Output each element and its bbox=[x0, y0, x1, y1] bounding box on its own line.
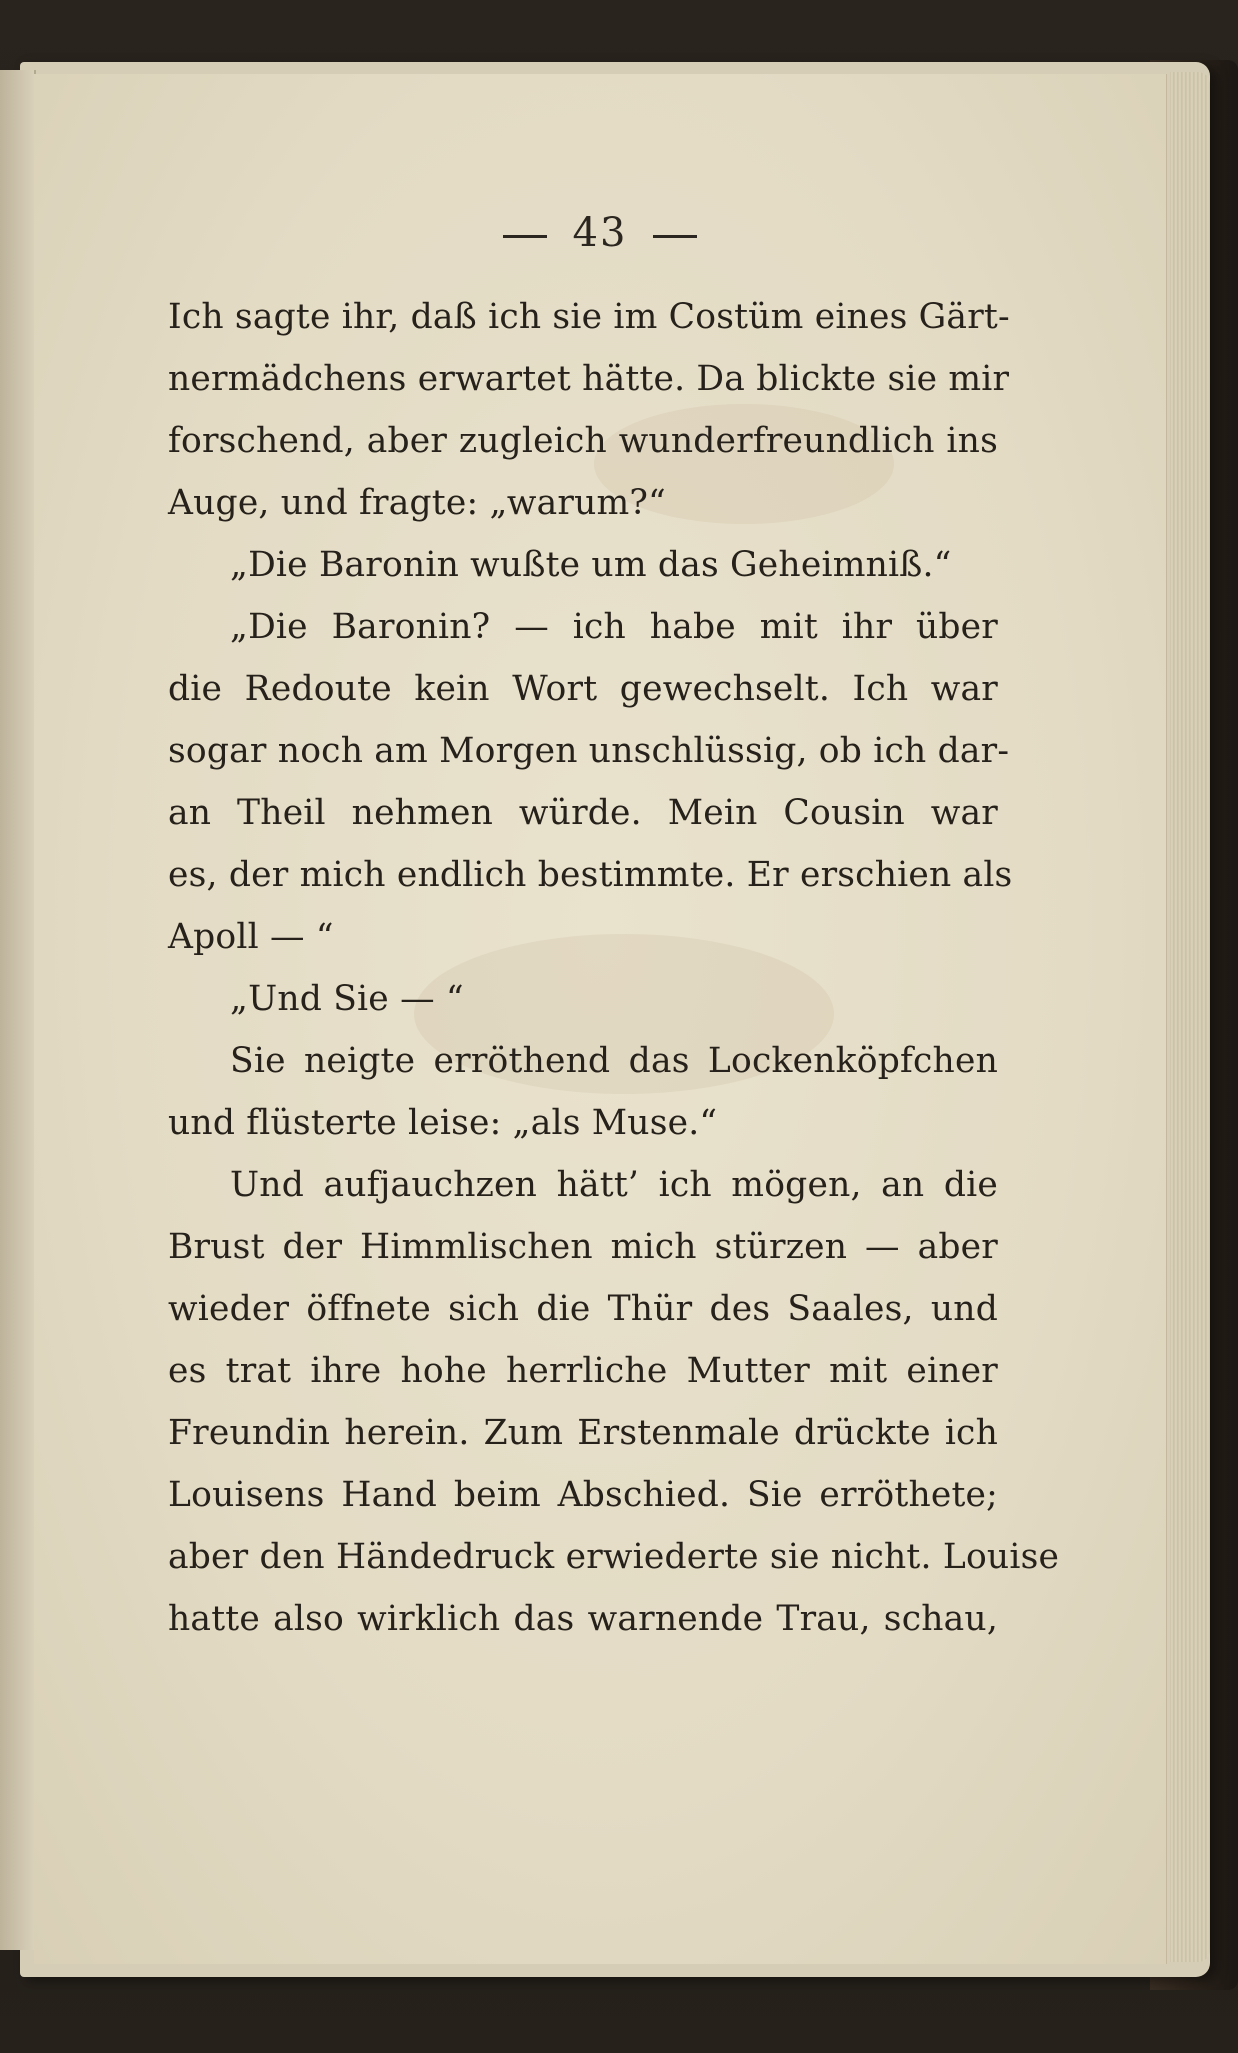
text-line: Freundin herein. Zum Erstenmale drückte ich bbox=[168, 1413, 998, 1453]
facing-page-edge bbox=[0, 70, 36, 1950]
page-number-text: 43 bbox=[572, 210, 628, 256]
text-line: Und aufjauchzen hätt’ ich mögen, an die bbox=[230, 1165, 998, 1205]
text-line: Ich sagte ihr, daß ich sie im Costüm eines Gärt- bbox=[168, 297, 1010, 337]
text-line: forschend, aber zugleich wunderfreundlich ins bbox=[168, 421, 998, 461]
text-line: „Die Baronin? — ich habe mit ihr über bbox=[230, 607, 998, 647]
text-line: und flüsterte leise: „als Muse.“ bbox=[168, 1103, 718, 1143]
text-line: die Redoute kein Wort gewechselt. Ich war bbox=[168, 669, 998, 709]
body-text bbox=[168, 286, 1060, 1650]
text-line: sogar noch am Morgen unschlüssig, ob ich dar- bbox=[168, 731, 1010, 771]
text-line: es, der mich endlich bestimmte. Er erschien als bbox=[168, 855, 1013, 895]
text-line: aber den Händedruck erwiederte sie nicht. Louise bbox=[168, 1537, 1060, 1577]
text-line: hatte also wirklich das warnende Trau, schau, bbox=[168, 1599, 998, 1639]
page-number-dash-left bbox=[503, 235, 547, 238]
text-line: „Und Sie — “ bbox=[230, 979, 464, 1019]
page-number bbox=[34, 210, 1166, 256]
text-line: wieder öffnete sich die Thür des Saales, und bbox=[168, 1289, 998, 1329]
book-page bbox=[34, 74, 1167, 1964]
text-line: Louisens Hand beim Abschied. Sie erröthete; bbox=[168, 1475, 998, 1515]
page-number-dash-right bbox=[653, 235, 697, 238]
text-line: „Die Baronin wußte um das Geheimniß.“ bbox=[230, 545, 952, 585]
text-line: Sie neigte erröthend das Lockenköpfchen bbox=[230, 1041, 998, 1081]
text-line: es trat ihre hohe herrliche Mutter mit einer bbox=[168, 1351, 998, 1391]
text-line: nermädchens erwartet hätte. Da blickte sie mir bbox=[168, 359, 1010, 399]
text-line: Auge, und fragte: „warum?“ bbox=[168, 483, 666, 523]
text-line: Apoll — “ bbox=[168, 917, 334, 957]
text-line: an Theil nehmen würde. Mein Cousin war bbox=[168, 793, 998, 833]
text-line: Brust der Himmlischen mich stürzen — aber bbox=[168, 1227, 998, 1267]
